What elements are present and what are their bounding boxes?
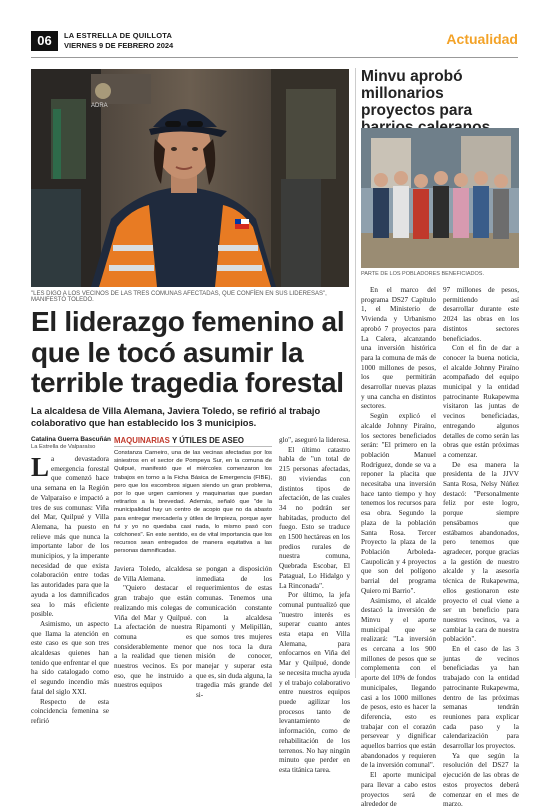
box-title [114,436,244,445]
side-article-photo [361,128,519,268]
author-publication: La Estrella de Valparaíso [31,444,96,450]
side-column-2-paragraph-1: 97 millones de pesos, permitiendo así desarrollar durante este 2024 las obras en los distintos sectores beneficiados. [443,286,519,343]
main-photo-caption: "LES DIGO A LOS VECINOS DE LAS TRES COMUNAS AFECTADAS, QUE CONFÍEN EN SUS LIDERESAS", MANIFESTÓ TOLEDO. [31,291,327,303]
main-headline: El liderazgo femenino al que le tocó asumir la terrible tragedia forestal [31,306,345,398]
badge-text: ADRA [91,103,108,109]
main-photo-illustration [31,69,349,287]
box-rule [114,446,272,447]
drop-cap: L [31,452,50,482]
issue-date: VIERNES 9 DE FEBRERO 2024 [64,41,174,50]
side-article-column-2 [443,286,519,810]
column-4-paragraph-2: El último catastro habla de "un total de 215 personas afectadas, 80 viviendas con distintos tipos de afectación, de las cuales 34 no podrán ser habitadas, producto del fuego. Esto se traduce en 1500 hectáreas en los predios rurales de nuestra comuna, Quebrada Escobar, El Patagual, Lo Hidalgo y La Rinconada". [279,445,350,590]
side-photo-caption: PARTE DE LOS POBLADORES BENEFICIADOS. [361,271,484,277]
main-article-column-1 [31,452,109,727]
author-name: Catalina Guerra Bascuñán [31,436,111,443]
column-4-paragraph-1: glo", aseguró la lideresa. [279,436,350,444]
column-1-paragraph-2: Asimismo, un aspecto que llama la atención en este caso es que son tres alcaldesas quienes han tenido que enfrentar el que ha sido catalogado como el segundo incendio más fatal del siglo XXI. [31,619,109,696]
side-column-2-paragraph-5: Ya que según la resolución del DS27 la ejecución de las obras de estos proyectos deberá comenzar en el mes de marzo. [443,751,519,809]
column-1-paragraph-3: Respecto de esta coincidencia femenina se refirió [31,697,109,725]
side-column-2-paragraph-4: En el caso de las 3 juntas de vecinos beneficiadas ya han trabajado con la entidad patrocinante Rukapewma, dentro de las próximas semanas tendrán reuniones para explicar cada paso y la calendarización para desarrollar los proyectos. [443,645,519,751]
side-column-1-paragraph-1: En el marco del programa DS27 Capítulo 1, el Ministerio de Vivienda y Urbanismo aprobó 7 proyectos para La Calera, alcanzando una inversión histórica para la comuna de más de 1000 millones de pesos, los que permitirán desarrollar nuevas plazas y una cancha en distintos sectores. [361,286,436,411]
main-article-column-4 [279,436,350,776]
side-column-2-paragraph-2: Con el fin de dar a conocer la buena noticia, el alcalde Johnny Piraíno acompañado del equipo municipal y la entidad patrocinante Rukapewma visitaron las juntas de vecinos beneficiadas, entregando algunos detalles de como serán las obras que están próximas a comenzar. [443,344,519,459]
box-title-accent: MAQUINARIAS [114,436,173,445]
header-rule [31,57,518,58]
page-header [0,0,550,58]
newspaper-name: LA ESTRELLA DE QUILLOTA [64,31,173,40]
column-3-paragraph-1: se pongan a disposición inmediata de los requerimientos de estas comunas. Tenemos una comunicación constante con la alcaldesa Ripamonti y Melipillán, que somos tres mujeres que nos toca la dura misión de conocer, manejar y superar esta que es, sin duda alguna, la tragedia más grande del si- [196,565,272,700]
column-1-text: a devastadora emergencia forestal que comenzó hace una semana en la Región de Valparaíso e impactó a tres de sus comunas: Viña del Mar, Quilpué y Villa Alemana, ha puesto en relieve más que nunca la importante labor de los municipios, y la imperante necesidad de que exista colaboración entre todas las autoridades para que la ayuda a los damnificados sea lo más eficiente posible. [31,455,109,619]
main-photo [31,69,349,287]
side-column-2-paragraph-3: De esa manera la presidenta de la JJVV Santa Rosa, Nelsy Núñez destacó: "Personalmente feliz por este logro, porque siempre pensábamos que estábamos abandonados, pero tenemos que agradecer, porque gracias a la gestión de nuestro alcalde y la asesoría técnica de Rukapewma, ellos gestionaron este proyecto el cual viene a ser un beneficio para nuestros vecinos, va a cambiar la cara de nuestra población". [443,460,519,644]
column-2-paragraph-2: "Quiero destacar el gran trabajo que están realizando mis colegas de Viña del Mar y Quilpué. La afectación de nuestra comuna es considerablemente menor a la realidad que tienen nuestros vecinos. Es por eso, que he instruido a nuestros equipos [114,584,192,690]
column-divider [355,68,356,678]
main-lead: La alcaldesa de Villa Alemana, Javiera Toledo, se refirió al trabajo colaborativo que han establecido los 3 municipios. [31,406,321,428]
column-2-paragraph-1: Javiera Toledo, alcaldesa de Villa Alemana. [114,565,192,583]
main-article-column-3 [196,565,272,701]
section-label: Actualidad [446,31,518,47]
group-photo-illustration [361,128,519,268]
column-4-paragraph-3: Por último, la jefa comunal puntualizó que "nuestro interés es superar cuanto antes esta etapa en Villa Alemana, para enfocarnos en Viña del Mar y Quilpué, donde se necesita mucha ayuda y el trabajo colaborativo entre nuestros equipos puede agilizar los procesos tanto de levantamiento de información, como de rehabilitación de los terrenos. No hay ningún minuto que perder en esta titánica tarea. [279,591,350,774]
side-article-title: Minvu aprobó millonarios proyectos para [361,68,473,119]
side-column-1-paragraph-3: Asimismo, el alcalde destacó la inversión de Minvu y el aporte municipal que se realizará: "La inversión es cercana a los 900 millones de pesos que se complementa con el aporte del 10% de fondos municipales, llegando casi a los 1000 millones de pesos, esto es hacer la diferencia, esto es trabajar con el corazón persevear y dignificar aquellos barrios que están abandonados y requieren de la inversión comunal". [361,596,436,770]
box-title-rest: Y ÚTILES DE ASEO [172,436,244,445]
side-column-1-paragraph-4: El aporte municipal para llevar a cabo estos proyectos será de alrededor de [361,771,436,809]
main-article-column-2 [114,565,192,691]
side-column-1-paragraph-2: Según explicó el alcalde Johnny Piraíno, los sectores beneficiados serán: "El primero en la población Manuel Rodríguez, donde se va a reponer la placita que necesitaba una inversión hace tanto tiempo y hoy tenemos los recursos para esa obra. Segundo la plaza de la población Santa Rosa. Tercer Proyecto la plaza de la Población Arboleda-Caupolicán y 4 proyectos que son del polígono barrial del programa Quiero mi Barrio". [361,412,436,595]
side-article-column-1 [361,286,436,810]
page-number: 06 [31,31,58,51]
box-text: Constanza Carneiro, una de las vecinas afectadas por los siniestros en el sector de Pompeya Sur, en la comuna de Quilpué, manifestó que el miércoles comenzaron los trabajos en torno a la Ficha Básica de Emergencia (FIBE), pero que los escombros siguen siendo un gran problema, por lo que urgen camiones y maquinarias que puedan retirarlos a la brevedad. Además, señaló que "de la municipalidad hay un centro de acopio que no da abasto para entregar mercadería y útiles de limpieza, porque ayer fui y yo no quedaba casi nada, lo mismo pasó con colchones". En este sentido, es de vital importancia que los recursos sean entregados de manera equitativa a las personas damnificadas. [114,450,272,555]
